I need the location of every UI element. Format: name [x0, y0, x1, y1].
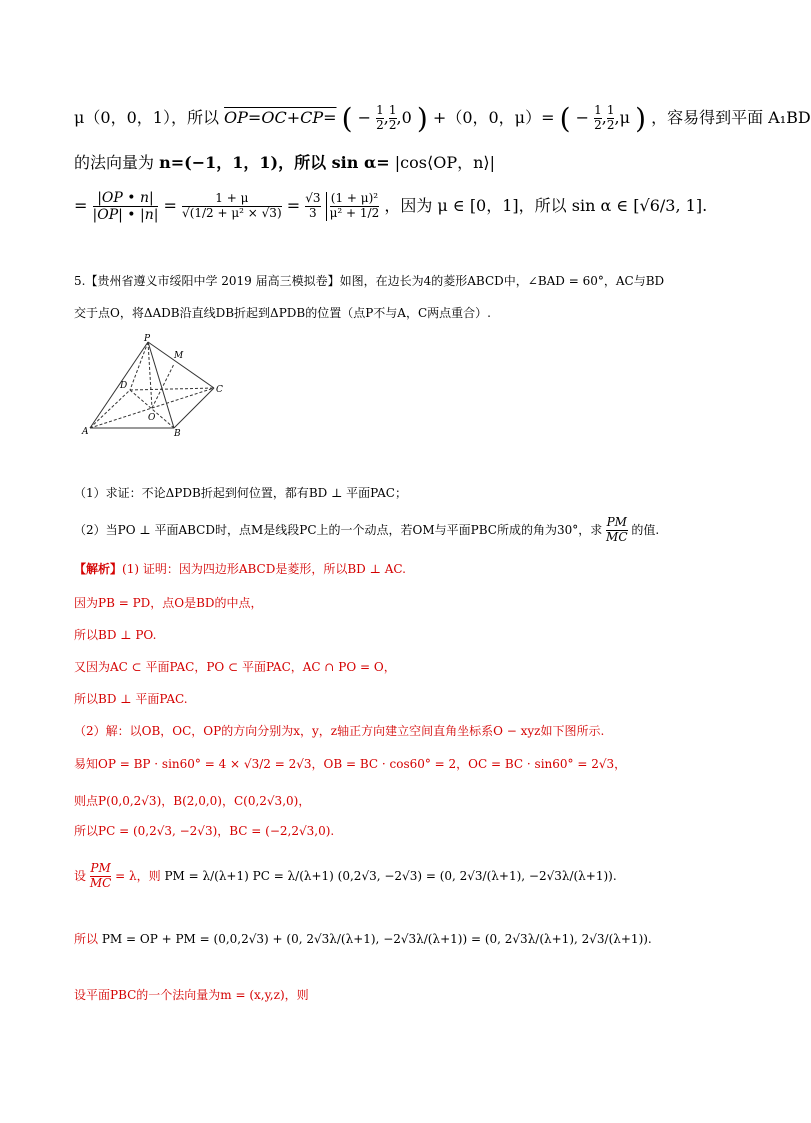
solution-line3: 所以BD ⊥ PO. [74, 628, 157, 642]
edge-PD [130, 342, 148, 390]
top-line1-frac3: $\frac{1}{2}$ [594, 103, 602, 132]
top-line3-frac-c: $\frac{√3}{3}$ [305, 191, 321, 221]
bracket-open-2: ( [559, 102, 571, 135]
bracket-close-2: ) [635, 102, 646, 135]
top-line2-cos: |cos⟨OP，n⟩| [394, 153, 496, 172]
bracket-close-1: ) [416, 102, 428, 135]
edge-OM [152, 364, 174, 408]
solution-line6: （2）解：以OB，OC，OP的方向分别为x，y，z轴正方向建立空间直角坐标系O − xyz如下图所示. [74, 724, 605, 738]
solution-line11: 所以 PM = OP + PM = (0,0,2√3) + (0, 2√3λ/(λ+1), −2√3λ/(λ+1)) = (0, 2√3λ/(λ+1), 2√3/(λ+1)). [74, 932, 652, 946]
edge-DC [130, 388, 214, 390]
pyramid-figure [82, 334, 232, 438]
top-line1-e: ,μ [614, 108, 630, 127]
bracket-open-1: ( [341, 102, 353, 135]
top-line3-frac-b: $\frac{1 + \mu}{\text{√(1/2 + μ² × √3)}}$ [182, 191, 282, 221]
top-line1-frac1: $\frac{1}{2}$ [376, 103, 384, 132]
top-line-2 [74, 150, 495, 173]
label-C: C [216, 385, 223, 395]
top-line1-a: μ（0，0，1），所以 [74, 108, 219, 127]
problem5-line1: 5.【贵州省遵义市绥阳中学 2019 届高三模拟卷】如图，在边长为4的菱形ABCD中，∠BAD = 60°，AC与BD [74, 274, 665, 288]
solution-line4: 又因为AC ⊂ 平面PAC，PO ⊂ 平面PAC，AC ∩ PO = O， [74, 660, 396, 674]
top-line-1: μ（0，0，1），所以 OP=OC+CP= ( − $\frac{1}{2}$ , $\frac{1}{2}$ ,0 ) +（0，0，μ）= ( − $\frac{1}{2}$ , $\frac{1}{2}$ ,μ ) ，容易得到平面 A₁BD [74, 102, 811, 135]
top-line3-interval: [√6/3, 1]. [633, 196, 708, 216]
label-P: P [144, 334, 151, 344]
label-B: B [174, 429, 181, 439]
s11-formula: PM = OP + PM = (0,0,2√3) + (0, 2√3λ/(λ+1), −2√3λ/(λ+1)) = (0, 2√3λ/(λ+1), 2√3/(λ+1)). [101, 932, 652, 946]
top-line1-frac4: $\frac{1}{2}$ [606, 103, 615, 132]
problem5-line2: 交于点O，将ΔADB沿直线DB折起到ΔPDB的位置（点P不与A，C两点重合）. [74, 306, 491, 320]
label-D: D [120, 381, 128, 391]
top-line3-eq: = [74, 196, 88, 216]
top-line2-n: n=(−1，1，1)，所以 sin α= [159, 153, 390, 172]
top-line1-f: ，容易得到平面 A₁BD [651, 108, 811, 127]
problem5-q1: （1）求证：不论ΔPDB折起到何位置，都有BD ⊥ 平面PAC； [74, 486, 407, 500]
edge-AD [90, 390, 130, 428]
q2-frac: $\frac{PM}{MC}$ [606, 515, 628, 544]
edge-AP [90, 342, 148, 428]
solution-line9: 所以PC = (0,2√3, −2√3)，BC = (−2,2√3,0). [74, 824, 335, 838]
top-line1-d: +（0，0，μ）= [432, 108, 555, 127]
s10-formula: PM = λ/(λ+1) PC = λ/(λ+1) (0,2√3, −2√3) = (0, 2√3/(λ+1), −2√3λ/(λ+1)). [164, 868, 617, 883]
top-line1-vec: OP=OC+CP= [224, 108, 337, 127]
solution-line1: 【解析】(1) 证明：因为四边形ABCD是菱形，所以BD ⊥ AC. [74, 562, 406, 576]
s10-frac: $\frac{PM}{MC}$ [89, 861, 112, 890]
solution-line10: 设 $\frac{PM}{MC}$ = λ，则 PM = λ/(λ+1) PC = λ/(λ+1) (0,2√3, −2√3) = (0, 2√3/(λ+1), −2√3λ/(λ+1)). [74, 861, 617, 890]
label-A: A [82, 427, 89, 437]
top-line3-frac-d: $\frac{\text{(1 + μ)²}}{\text{μ² + 1/2}}$ [326, 192, 380, 221]
top-line1-c: ,0 [396, 108, 412, 127]
solution-line5: 所以BD ⊥ 平面PAC. [74, 692, 188, 706]
label-M: M [174, 351, 184, 361]
top-line1-minus2: − [575, 108, 590, 127]
label-O: O [148, 413, 156, 423]
edge-BC [174, 388, 214, 428]
solution-line8: 则点P(0,0,2√3)，B(2,0,0)，C(0,2√3,0)， [74, 794, 311, 808]
solution-tag: 【解析】 [74, 562, 123, 576]
top-line2-a: 的法向量为 [74, 153, 155, 172]
solution-line2: 因为PB = PD，点O是BD的中点， [74, 596, 263, 610]
solution-line12: 设平面PBC的一个法向量为m = (x,y,z)，则 [74, 988, 309, 1002]
top-line1-frac2: $\frac{1}{2}$ [388, 103, 397, 132]
top-line3-frac-a: $\frac{|OP • n|}{|OP| • |n|}$ [92, 190, 159, 224]
problem5-q2: （2）当PO ⊥ 平面ABCD时，点M是线段PC上的一个动点，若OM与平面PBC所成的角为30°，求 $\frac{PM}{MC}$ 的值. [74, 515, 660, 544]
solution-line7: 易知OP = BP · sin60° = 4 × √3/2 = 2√3，OB = BC · cos60° = 2，OC = BC · sin60° = 2√3， [74, 757, 627, 771]
top-line-3: = $\frac{|OP • n|}{|OP| • |n|}$ = $\frac{1 + \mu}{\text{√(1/2 + μ² × √3)}}$ = $\frac{√3}{3}$ $\frac{\text{(1 + μ)²}}{\text{μ² + 1/2}}$ ，因为 μ ∈ [0，1]，所以 sin α ∈ [√6/3, 1]. [74, 190, 708, 224]
top-line3-tail: ，因为 μ ∈ [0，1]，所以 sin α ∈ [384, 196, 629, 216]
top-line1-minus: − [357, 108, 372, 127]
edge-PC [148, 342, 214, 388]
